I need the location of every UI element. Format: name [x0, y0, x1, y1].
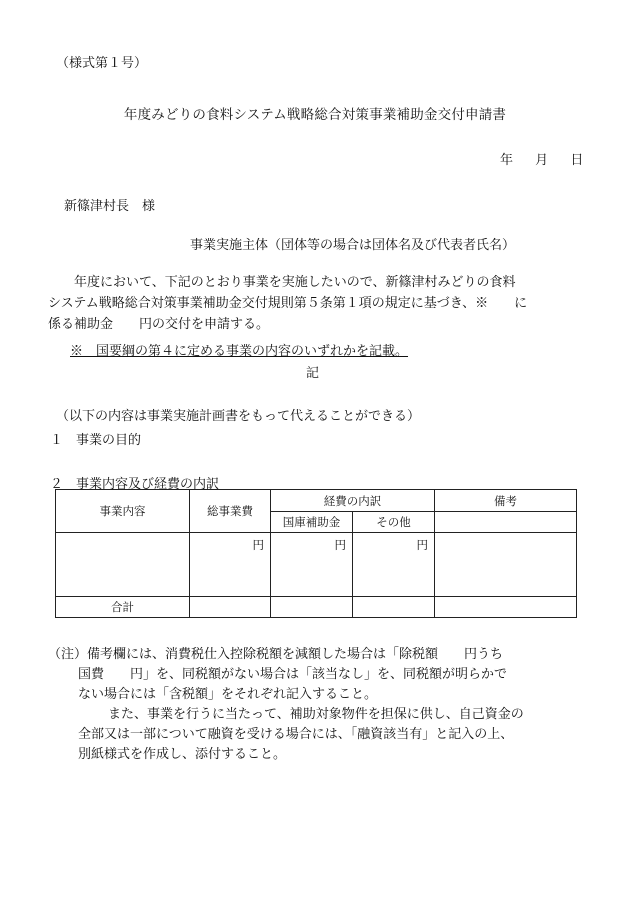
other-total[interactable]: [353, 597, 435, 618]
date-year: 年: [500, 153, 514, 168]
date-month: 月: [535, 153, 549, 168]
remarks-total[interactable]: [435, 597, 577, 618]
note-line: ない場合には「含税額」をそれぞれ記入すること。: [78, 687, 378, 702]
header-remarks-sub: [435, 512, 577, 533]
national-subsidy-total[interactable]: [271, 597, 353, 618]
date-day: 日: [570, 153, 584, 168]
yen-unit: 円: [416, 538, 428, 552]
note-line: 全部又は一部について融資を受ける場合には、「融資該当有」と記入の上、: [78, 727, 514, 742]
header-content: 事業内容: [56, 490, 190, 533]
form-number: （様式第１号）: [56, 56, 148, 71]
section-purpose: １ 事業の目的: [50, 433, 142, 448]
addressee: 新篠津村長 様: [64, 199, 156, 214]
note-line: 別紙様式を作成し、添付すること。: [78, 747, 287, 762]
note-line: （注）備考欄には、消費税仕入控除税額を減額した場合は「除税額 円うち: [48, 647, 504, 662]
note-line: また、事業を行うに当たって、補助対象物件を担保に供し、自己資金の: [108, 707, 524, 722]
date-line: [500, 152, 583, 170]
paragraph-line: 係る補助金 円の交付を申請する。: [48, 317, 270, 332]
header-national-subsidy: 国庫補助金: [271, 512, 353, 533]
application-paragraph: [48, 272, 578, 335]
ki-heading: 記: [306, 366, 320, 381]
header-remarks: 備考: [435, 490, 577, 512]
cell-remarks[interactable]: [435, 533, 577, 597]
applicant-label: 事業実施主体（団体等の場合は団体名及び代表者氏名）: [190, 238, 516, 253]
cell-content[interactable]: [56, 533, 190, 597]
cell-national-subsidy[interactable]: [271, 533, 353, 597]
budget-table: [55, 489, 577, 618]
yen-unit: 円: [334, 538, 346, 552]
paragraph-line: 年度において、下記のとおり事業を実施したいので、新篠津村みどりの食料: [48, 275, 516, 290]
substitution-note: （以下の内容は事業実施計画書をもって代えることができる）: [56, 409, 421, 424]
note-line: 国費 円」を、同税額がない場合は「該当なし」を、同税額が明らかで: [78, 667, 508, 682]
paragraph-line: システム戦略総合対策事業補助金交付規則第５条第１項の規定に基づき、※ に: [48, 296, 528, 311]
cell-total-cost[interactable]: [190, 533, 271, 597]
document-title: 年度みどりの食料システム戦略総合対策事業補助金交付申請書: [123, 107, 507, 123]
cell-other[interactable]: [353, 533, 435, 597]
section-content-budget: ２ 事業内容及び経費の内訳: [50, 477, 220, 492]
header-total-cost: 総事業費: [190, 490, 271, 533]
yen-unit: 円: [252, 538, 264, 552]
total-cost-total[interactable]: [190, 597, 271, 618]
header-breakdown: 経費の内訳: [271, 490, 435, 512]
total-row-label: 合計: [56, 597, 190, 618]
project-content-note: ※ 国要綱の第４に定める事業の内容のいずれかを記載。: [70, 344, 409, 359]
header-other: その他: [353, 512, 435, 533]
notes-section: [48, 645, 588, 765]
